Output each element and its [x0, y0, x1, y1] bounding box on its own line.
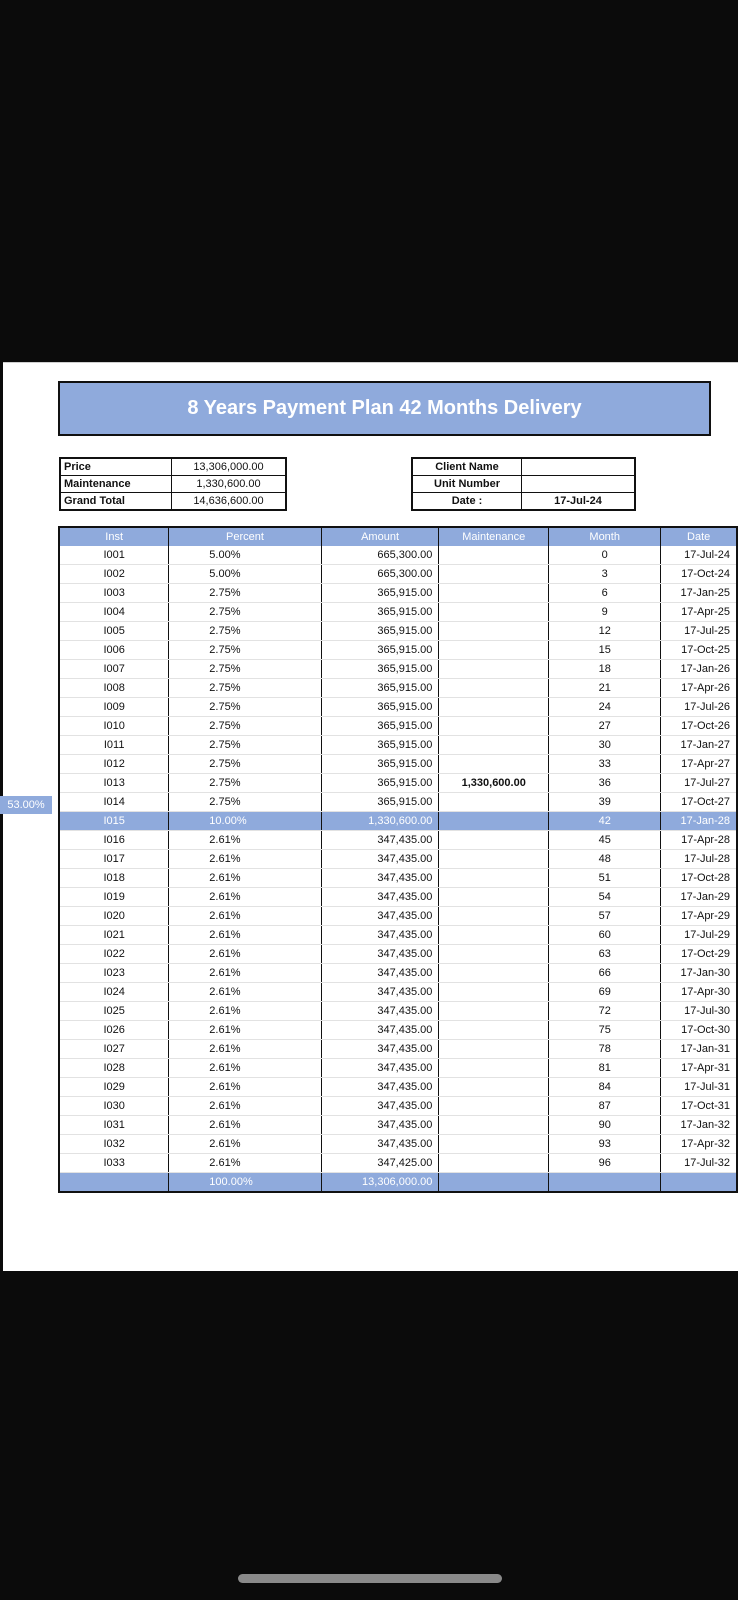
- cell-percent: 2.75%: [169, 679, 321, 698]
- table-row: [59, 964, 737, 983]
- cell-maintenance: [439, 1135, 549, 1154]
- cell-maintenance: [439, 831, 549, 850]
- cell-amount: 365,915.00: [321, 698, 439, 717]
- spreadsheet-sheet: [3, 362, 738, 1271]
- table-row: [59, 850, 737, 869]
- cell-amount: 347,435.00: [321, 831, 439, 850]
- cell-percent: 2.61%: [169, 926, 321, 945]
- cell-month: 63: [549, 945, 661, 964]
- cell-inst: I016: [59, 831, 169, 850]
- cell-maintenance: [439, 1002, 549, 1021]
- total-cell-amount: 13,306,000.00: [321, 1173, 439, 1193]
- table-header-row: [59, 527, 737, 546]
- cell-amount: 365,915.00: [321, 793, 439, 812]
- cell-amount: 347,435.00: [321, 1002, 439, 1021]
- home-indicator[interactable]: [238, 1574, 502, 1583]
- cell-maintenance: [439, 812, 549, 831]
- cell-amount: 365,915.00: [321, 641, 439, 660]
- cell-percent: 2.61%: [169, 1078, 321, 1097]
- summary-label: Grand Total: [60, 493, 172, 511]
- cell-month: 12: [549, 622, 661, 641]
- cell-date: 17-Apr-32: [661, 1135, 737, 1154]
- cell-month: 96: [549, 1154, 661, 1173]
- table-row: [59, 1154, 737, 1173]
- cell-month: 72: [549, 1002, 661, 1021]
- cell-amount: 347,435.00: [321, 869, 439, 888]
- header-month: Month: [549, 527, 661, 546]
- cell-amount: 347,435.00: [321, 1097, 439, 1116]
- cell-maintenance: [439, 793, 549, 812]
- cell-amount: 347,435.00: [321, 1059, 439, 1078]
- table-row: [59, 1059, 737, 1078]
- table-row: [59, 888, 737, 907]
- cell-date: 17-Jul-32: [661, 1154, 737, 1173]
- cell-inst: I005: [59, 622, 169, 641]
- cell-inst: I020: [59, 907, 169, 926]
- cell-month: 24: [549, 698, 661, 717]
- cell-inst: I024: [59, 983, 169, 1002]
- cell-percent: 2.75%: [169, 736, 321, 755]
- cell-date: 17-Jul-26: [661, 698, 737, 717]
- cell-month: 60: [549, 926, 661, 945]
- cell-month: 3: [549, 565, 661, 584]
- cell-percent: 10.00%: [169, 812, 321, 831]
- cell-percent: 2.61%: [169, 869, 321, 888]
- cell-date: 17-Oct-25: [661, 641, 737, 660]
- cell-amount: 365,915.00: [321, 584, 439, 603]
- cell-inst: I001: [59, 546, 169, 565]
- cell-month: 66: [549, 964, 661, 983]
- cell-inst: I026: [59, 1021, 169, 1040]
- table-row: [59, 907, 737, 926]
- header-maintenance: Maintenance: [439, 527, 549, 546]
- cell-percent: 2.75%: [169, 603, 321, 622]
- cell-percent: 2.61%: [169, 1154, 321, 1173]
- cell-date: 17-Jan-28: [661, 812, 737, 831]
- total-cell-date: [661, 1173, 737, 1193]
- cell-month: 6: [549, 584, 661, 603]
- cell-maintenance: [439, 907, 549, 926]
- cell-percent: 2.61%: [169, 1116, 321, 1135]
- cell-inst: I014: [59, 793, 169, 812]
- cell-date: 17-Apr-29: [661, 907, 737, 926]
- cell-amount: 347,435.00: [321, 1116, 439, 1135]
- table-row: [59, 1116, 737, 1135]
- cell-date: 17-Jul-31: [661, 1078, 737, 1097]
- summary-row: [60, 458, 286, 476]
- table-row: [59, 1002, 737, 1021]
- summary-value: 1,330,600.00: [172, 476, 287, 493]
- cell-maintenance: [439, 1021, 549, 1040]
- table-row: [59, 755, 737, 774]
- cell-month: 87: [549, 1097, 661, 1116]
- total-cell-percent: 100.00%: [169, 1173, 321, 1193]
- price-summary-table: [59, 457, 287, 511]
- table-row: [59, 736, 737, 755]
- cell-maintenance: [439, 1059, 549, 1078]
- cell-percent: 2.61%: [169, 1059, 321, 1078]
- cell-inst: I010: [59, 717, 169, 736]
- cell-amount: 1,330,600.00: [321, 812, 439, 831]
- cell-percent: 2.61%: [169, 964, 321, 983]
- cell-month: 54: [549, 888, 661, 907]
- client-info-table: [411, 457, 636, 511]
- cell-amount: 347,435.00: [321, 945, 439, 964]
- cell-percent: 2.61%: [169, 1040, 321, 1059]
- client-row: [412, 493, 635, 511]
- cell-date: 17-Apr-26: [661, 679, 737, 698]
- cell-inst: I013: [59, 774, 169, 793]
- cell-amount: 665,300.00: [321, 565, 439, 584]
- cell-maintenance: [439, 641, 549, 660]
- summary-value: 14,636,600.00: [172, 493, 287, 511]
- sheet-title: 8 Years Payment Plan 42 Months Delivery: [58, 381, 711, 436]
- cell-maintenance: 1,330,600.00: [439, 774, 549, 793]
- cell-amount: 365,915.00: [321, 603, 439, 622]
- cell-month: 9: [549, 603, 661, 622]
- table-row: [59, 679, 737, 698]
- cell-inst: I004: [59, 603, 169, 622]
- cell-inst: I021: [59, 926, 169, 945]
- cell-amount: 347,435.00: [321, 964, 439, 983]
- cell-amount: 347,435.00: [321, 1078, 439, 1097]
- cell-inst: I018: [59, 869, 169, 888]
- client-label: Unit Number: [412, 476, 522, 493]
- client-row: [412, 476, 635, 493]
- cell-amount: 347,435.00: [321, 1021, 439, 1040]
- cell-date: 17-Jan-27: [661, 736, 737, 755]
- table-row: [59, 945, 737, 964]
- cell-percent: 2.61%: [169, 1135, 321, 1154]
- cell-date: 17-Oct-31: [661, 1097, 737, 1116]
- cell-date: 17-Oct-24: [661, 565, 737, 584]
- cell-percent: 2.61%: [169, 1021, 321, 1040]
- cell-date: 17-Jan-30: [661, 964, 737, 983]
- cell-date: 17-Jan-26: [661, 660, 737, 679]
- cell-maintenance: [439, 660, 549, 679]
- cell-month: 75: [549, 1021, 661, 1040]
- cell-date: 17-Jan-29: [661, 888, 737, 907]
- cell-date: 17-Apr-25: [661, 603, 737, 622]
- cell-inst: I006: [59, 641, 169, 660]
- payment-plan-table: [58, 526, 738, 1193]
- cell-date: 17-Oct-30: [661, 1021, 737, 1040]
- summary-row: [60, 493, 286, 511]
- cell-month: 21: [549, 679, 661, 698]
- cell-maintenance: [439, 869, 549, 888]
- client-value: [522, 458, 636, 476]
- cell-month: 33: [549, 755, 661, 774]
- cell-maintenance: [439, 717, 549, 736]
- cell-percent: 2.75%: [169, 698, 321, 717]
- cell-maintenance: [439, 755, 549, 774]
- cell-month: 90: [549, 1116, 661, 1135]
- cell-maintenance: [439, 888, 549, 907]
- cell-percent: 5.00%: [169, 565, 321, 584]
- cell-inst: I022: [59, 945, 169, 964]
- cell-inst: I028: [59, 1059, 169, 1078]
- cell-date: 17-Oct-27: [661, 793, 737, 812]
- cell-month: 18: [549, 660, 661, 679]
- client-row: [412, 458, 635, 476]
- cell-amount: 347,425.00: [321, 1154, 439, 1173]
- table-row: [59, 584, 737, 603]
- cell-maintenance: [439, 1154, 549, 1173]
- cell-percent: 2.75%: [169, 641, 321, 660]
- table-row: [59, 793, 737, 812]
- table-row: [59, 1021, 737, 1040]
- cell-date: 17-Oct-28: [661, 869, 737, 888]
- cell-amount: 665,300.00: [321, 546, 439, 565]
- cell-maintenance: [439, 926, 549, 945]
- cell-date: 17-Apr-27: [661, 755, 737, 774]
- cell-date: 17-Jul-27: [661, 774, 737, 793]
- cell-percent: 2.61%: [169, 983, 321, 1002]
- cell-amount: 347,435.00: [321, 1135, 439, 1154]
- summary-row: [60, 476, 286, 493]
- cell-month: 78: [549, 1040, 661, 1059]
- side-percent-cell: 53.00%: [0, 796, 52, 814]
- header-amount: Amount: [321, 527, 439, 546]
- cell-month: 45: [549, 831, 661, 850]
- cell-percent: 2.75%: [169, 584, 321, 603]
- table-row: [59, 1135, 737, 1154]
- total-row: [59, 1173, 737, 1193]
- table-row: [59, 1097, 737, 1116]
- cell-date: 17-Jul-28: [661, 850, 737, 869]
- cell-month: 36: [549, 774, 661, 793]
- cell-inst: I012: [59, 755, 169, 774]
- cell-inst: I031: [59, 1116, 169, 1135]
- table-row: [59, 698, 737, 717]
- cell-month: 69: [549, 983, 661, 1002]
- table-row: [59, 983, 737, 1002]
- cell-date: 17-Jan-25: [661, 584, 737, 603]
- cell-amount: 347,435.00: [321, 888, 439, 907]
- header-percent: Percent: [169, 527, 321, 546]
- cell-percent: 2.61%: [169, 831, 321, 850]
- cell-inst: I003: [59, 584, 169, 603]
- cell-maintenance: [439, 736, 549, 755]
- cell-date: 17-Apr-28: [661, 831, 737, 850]
- cell-inst: I019: [59, 888, 169, 907]
- cell-maintenance: [439, 679, 549, 698]
- cell-maintenance: [439, 964, 549, 983]
- table-row: [59, 717, 737, 736]
- summary-label: Price: [60, 458, 172, 476]
- cell-percent: 2.61%: [169, 1097, 321, 1116]
- cell-amount: 347,435.00: [321, 926, 439, 945]
- cell-maintenance: [439, 983, 549, 1002]
- cell-maintenance: [439, 622, 549, 641]
- client-label: Date :: [412, 493, 522, 511]
- cell-maintenance: [439, 945, 549, 964]
- cell-maintenance: [439, 546, 549, 565]
- header-date: Date: [661, 527, 737, 546]
- cell-percent: 2.75%: [169, 717, 321, 736]
- cell-amount: 365,915.00: [321, 679, 439, 698]
- table-row: [59, 565, 737, 584]
- cell-percent: 2.61%: [169, 945, 321, 964]
- cell-date: 17-Oct-29: [661, 945, 737, 964]
- cell-percent: 2.75%: [169, 660, 321, 679]
- cell-inst: I030: [59, 1097, 169, 1116]
- cell-percent: 2.61%: [169, 1002, 321, 1021]
- cell-percent: 2.61%: [169, 888, 321, 907]
- cell-date: 17-Jul-29: [661, 926, 737, 945]
- cell-date: 17-Apr-30: [661, 983, 737, 1002]
- client-label: Client Name: [412, 458, 522, 476]
- cell-amount: 347,435.00: [321, 983, 439, 1002]
- cell-month: 30: [549, 736, 661, 755]
- table-row: [59, 546, 737, 565]
- cell-month: 84: [549, 1078, 661, 1097]
- cell-month: 39: [549, 793, 661, 812]
- table-row: [59, 622, 737, 641]
- cell-percent: 2.61%: [169, 850, 321, 869]
- cell-maintenance: [439, 850, 549, 869]
- cell-date: 17-Jul-30: [661, 1002, 737, 1021]
- table-row: [59, 603, 737, 622]
- cell-month: 81: [549, 1059, 661, 1078]
- cell-date: 17-Jan-31: [661, 1040, 737, 1059]
- cell-amount: 365,915.00: [321, 622, 439, 641]
- cell-maintenance: [439, 698, 549, 717]
- cell-month: 15: [549, 641, 661, 660]
- cell-month: 42: [549, 812, 661, 831]
- cell-inst: I011: [59, 736, 169, 755]
- table-row: [59, 831, 737, 850]
- cell-inst: I007: [59, 660, 169, 679]
- cell-amount: 365,915.00: [321, 717, 439, 736]
- table-row: [59, 926, 737, 945]
- cell-date: 17-Oct-26: [661, 717, 737, 736]
- total-cell-maintenance: [439, 1173, 549, 1193]
- cell-inst: I025: [59, 1002, 169, 1021]
- cell-date: 17-Jul-24: [661, 546, 737, 565]
- cell-inst: I032: [59, 1135, 169, 1154]
- table-row: [59, 641, 737, 660]
- summary-label: Maintenance: [60, 476, 172, 493]
- cell-amount: 365,915.00: [321, 660, 439, 679]
- cell-amount: 347,435.00: [321, 850, 439, 869]
- cell-maintenance: [439, 1078, 549, 1097]
- cell-amount: 347,435.00: [321, 907, 439, 926]
- cell-inst: I015: [59, 812, 169, 831]
- cell-inst: I029: [59, 1078, 169, 1097]
- summary-value: 13,306,000.00: [172, 458, 287, 476]
- cell-month: 57: [549, 907, 661, 926]
- total-cell-month: [549, 1173, 661, 1193]
- cell-maintenance: [439, 565, 549, 584]
- cell-inst: I027: [59, 1040, 169, 1059]
- table-row: [59, 1078, 737, 1097]
- cell-inst: I009: [59, 698, 169, 717]
- cell-inst: I023: [59, 964, 169, 983]
- cell-amount: 365,915.00: [321, 755, 439, 774]
- cell-amount: 365,915.00: [321, 774, 439, 793]
- cell-amount: 365,915.00: [321, 736, 439, 755]
- cell-percent: 2.75%: [169, 755, 321, 774]
- cell-inst: I008: [59, 679, 169, 698]
- table-row: [59, 869, 737, 888]
- cell-maintenance: [439, 1040, 549, 1059]
- cell-month: 0: [549, 546, 661, 565]
- cell-month: 93: [549, 1135, 661, 1154]
- cell-date: 17-Jul-25: [661, 622, 737, 641]
- cell-inst: I017: [59, 850, 169, 869]
- table-row: [59, 1040, 737, 1059]
- cell-percent: 5.00%: [169, 546, 321, 565]
- cell-percent: 2.75%: [169, 622, 321, 641]
- cell-month: 27: [549, 717, 661, 736]
- table-row: [59, 812, 737, 831]
- cell-inst: I002: [59, 565, 169, 584]
- cell-maintenance: [439, 584, 549, 603]
- table-row: [59, 660, 737, 679]
- cell-maintenance: [439, 1097, 549, 1116]
- cell-date: 17-Apr-31: [661, 1059, 737, 1078]
- cell-month: 48: [549, 850, 661, 869]
- cell-amount: 347,435.00: [321, 1040, 439, 1059]
- cell-date: 17-Jan-32: [661, 1116, 737, 1135]
- cell-percent: 2.75%: [169, 793, 321, 812]
- client-value: [522, 476, 636, 493]
- cell-maintenance: [439, 1116, 549, 1135]
- header-inst: Inst: [59, 527, 169, 546]
- cell-percent: 2.75%: [169, 774, 321, 793]
- client-value: 17-Jul-24: [522, 493, 636, 511]
- total-cell-inst: [59, 1173, 169, 1193]
- cell-inst: I033: [59, 1154, 169, 1173]
- cell-month: 51: [549, 869, 661, 888]
- cell-maintenance: [439, 603, 549, 622]
- table-row: [59, 774, 737, 793]
- cell-percent: 2.61%: [169, 907, 321, 926]
